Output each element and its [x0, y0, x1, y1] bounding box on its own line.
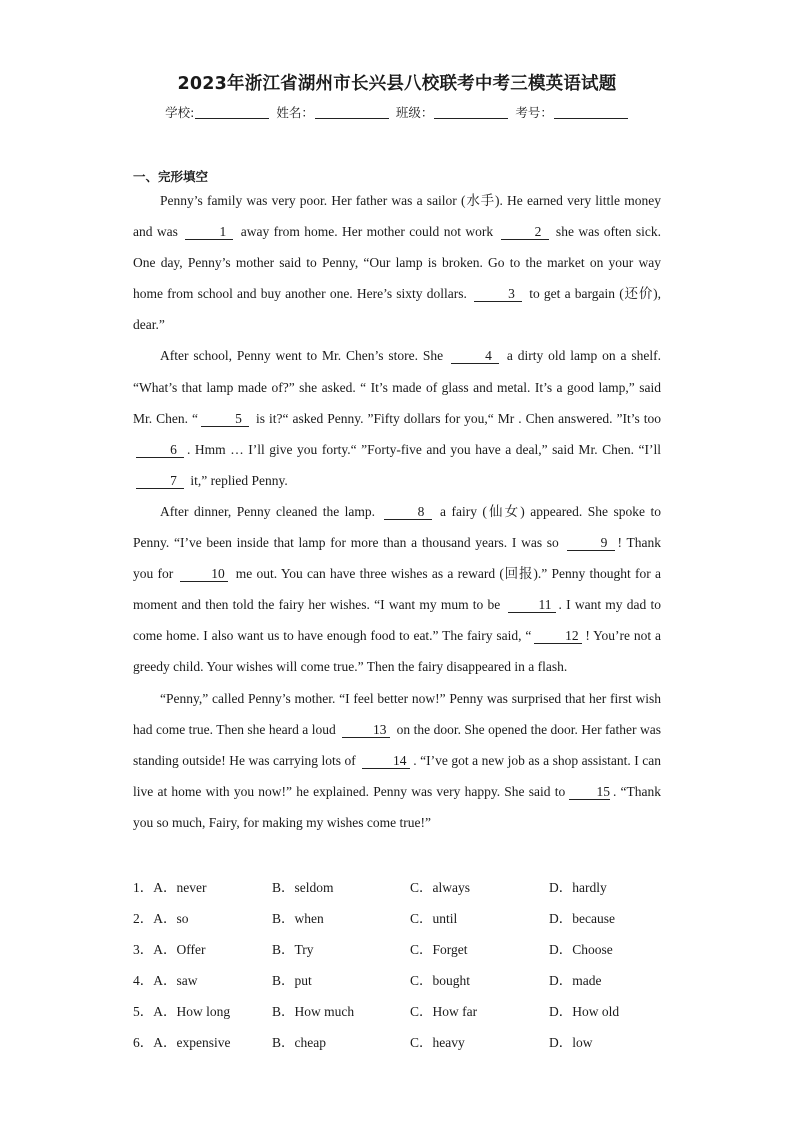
passage-text: After school, Penny went to Mr. Chen’s store. She [160, 348, 448, 364]
answer-blank: 14 [362, 753, 410, 769]
passage-text: a dirty old lamp on a shelf. “What’s that lamp made of?” she asked. “ It’s made of glass and metal. It’s a good lamp,” said Mr. Chen. “ [133, 348, 661, 426]
question-row [133, 934, 661, 965]
option-text: B．when [272, 911, 324, 927]
question-row [133, 872, 661, 903]
passage-paragraph [133, 185, 661, 340]
passage-text: on the door. She opened the door. Her father was standing outside! He was carrying lots of [133, 721, 661, 768]
answer-option[interactable] [410, 934, 468, 965]
answer-option[interactable] [133, 1027, 230, 1058]
question-number: 4． [133, 973, 154, 989]
option-text: C．How far [410, 1004, 478, 1020]
passage-paragraph [133, 496, 661, 683]
option-text: D．hardly [549, 880, 607, 895]
passage-text: is it?“ asked Penny. ”Fifty dollars for you,“ Mr . Chen answered. ”It’s too [252, 410, 661, 426]
option-text: D．low [549, 1035, 593, 1051]
question-number: 6． [133, 1035, 154, 1051]
option-text: C．Forget [410, 942, 468, 958]
answer-option[interactable] [272, 934, 314, 965]
question-number: 3． [133, 942, 154, 958]
answer-option[interactable] [272, 872, 334, 903]
option-text: A．expensive [153, 1035, 231, 1051]
exam-number-label: 考号： [515, 105, 553, 120]
answer-option[interactable] [549, 965, 601, 996]
page-title: 2023年浙江省湖州市长兴县八校联考中考三模英语试题 [177, 74, 617, 94]
answer-blank: 15 [569, 784, 610, 800]
answer-option[interactable] [410, 903, 457, 934]
passage-text: . Hmm … I’ll give you forty.“ ”Forty-five and you have a deal,” said Mr. Chen. “I’ll [187, 441, 661, 457]
answer-option[interactable] [272, 1027, 326, 1058]
answer-option[interactable] [272, 996, 354, 1027]
passage-text: it,” replied Penny. [187, 472, 288, 488]
name-label: 姓名： [276, 105, 314, 120]
option-text: D．made [549, 973, 602, 989]
passage-text: . “I’ve got a new job as a shop assistant. I can live at home with you now!” he explained. Penny was very happy. She said to [133, 752, 661, 799]
school-label: 学校: [165, 105, 195, 120]
option-text: B．How much [272, 1004, 355, 1020]
answer-blank: 4 [451, 348, 499, 364]
passage-text: she was often sick. One day, Penny’s mother said to Penny, “Our lamp is broken. Go to the market on your way home from school and buy another one. Here’s sixty dollars. [133, 224, 662, 302]
class-field[interactable] [434, 106, 508, 119]
answer-blank: 3 [474, 286, 522, 302]
option-text: D．Choose [549, 942, 613, 958]
passage-text: to get a bargain (还价), dear.” [133, 286, 661, 333]
exam-number-field[interactable] [554, 106, 628, 119]
answer-option[interactable] [272, 903, 324, 934]
question-row [133, 1027, 661, 1058]
option-text: D．How old [549, 1004, 620, 1020]
school-field[interactable] [195, 106, 269, 119]
answer-blank: 10 [180, 566, 228, 582]
answer-blank: 5 [201, 411, 249, 427]
passage-text: ! You’re not a greedy child. Your wishes will come true.” Then the fairy disappeared in a flash. [133, 628, 661, 675]
answer-option[interactable] [410, 1027, 465, 1058]
question-row [133, 903, 661, 934]
option-text: A．so [153, 911, 189, 927]
answer-blank: 9 [567, 535, 615, 551]
option-text: D．because [549, 911, 615, 927]
answer-blank: 13 [342, 722, 390, 738]
option-text: C．until [410, 911, 458, 927]
passage-text: . “Thank you so much, Fairy, for making my wishes come true!” [133, 783, 662, 830]
answer-blank: 6 [136, 442, 184, 458]
passage-text: away from home. Her mother could not work [236, 224, 498, 240]
answer-blank: 12 [534, 628, 582, 644]
option-text: A．How long [153, 1004, 231, 1020]
answer-option[interactable] [549, 934, 613, 965]
passage-paragraph [133, 340, 661, 495]
class-label: 班级： [395, 105, 434, 120]
answer-blank: 8 [384, 504, 432, 520]
cloze-passage [133, 185, 661, 838]
passage-text: a fairy (仙女) appeared. She spoke to Penny. “I’ve been inside that lamp for more than a thousand years. I was so [133, 503, 661, 551]
option-text: B．put [272, 973, 312, 989]
passage-text: Penny’s family was very poor. Her father was a sailor (水手). He earned very little money and was [133, 193, 661, 240]
answer-blank: 2 [501, 224, 549, 240]
answer-option[interactable] [549, 872, 607, 903]
passage-text: ! Thank you for [133, 535, 661, 582]
passage-paragraph [133, 683, 661, 838]
answer-option[interactable] [272, 965, 312, 996]
question-row [133, 965, 661, 996]
passage-text: “Penny,” called Penny’s mother. “I feel better now!” Penny was surprised that her first wish had come true. Then she heard a loud [133, 690, 661, 737]
question-number: 1． [133, 880, 154, 895]
answer-option[interactable] [549, 996, 619, 1027]
answer-option[interactable] [410, 996, 477, 1027]
option-text: B．cheap [272, 1035, 326, 1051]
question-options [133, 872, 661, 1059]
answer-option[interactable] [549, 1027, 593, 1058]
answer-blank: 7 [136, 473, 184, 489]
option-text: C．bought [410, 973, 471, 989]
passage-text: . I want my dad to come home. I also want us to have enough food to eat.” The fairy said, “ [133, 597, 661, 644]
option-text: A．never [153, 880, 207, 895]
option-text: B．seldom [272, 880, 334, 895]
option-text: C．always [410, 880, 470, 895]
answer-blank: 1 [185, 224, 233, 240]
answer-option[interactable] [410, 965, 470, 996]
option-text: A．saw [153, 973, 198, 989]
name-field[interactable] [315, 106, 389, 119]
answer-blank: 11 [508, 597, 556, 613]
option-text: C．heavy [410, 1035, 465, 1051]
answer-option[interactable] [133, 996, 230, 1027]
option-text: B．Try [272, 942, 314, 958]
answer-option[interactable] [133, 903, 189, 934]
answer-option[interactable] [549, 903, 615, 934]
passage-text: me out. You can have three wishes as a reward (回报).” Penny thought for a moment and then told the fairy her wishes. “I want my mum to be [133, 566, 661, 613]
question-row [133, 996, 661, 1027]
answer-option[interactable] [133, 872, 206, 903]
question-number: 5． [133, 1004, 154, 1020]
option-text: A．Offer [153, 942, 206, 958]
student-info-line [0, 103, 794, 121]
question-number: 2． [133, 911, 154, 927]
answer-option[interactable] [133, 965, 198, 996]
section-heading: 一、完形填空 [133, 169, 209, 184]
answer-option[interactable] [410, 872, 470, 903]
passage-text: After dinner, Penny cleaned the lamp. [160, 503, 381, 519]
answer-option[interactable] [133, 934, 205, 965]
